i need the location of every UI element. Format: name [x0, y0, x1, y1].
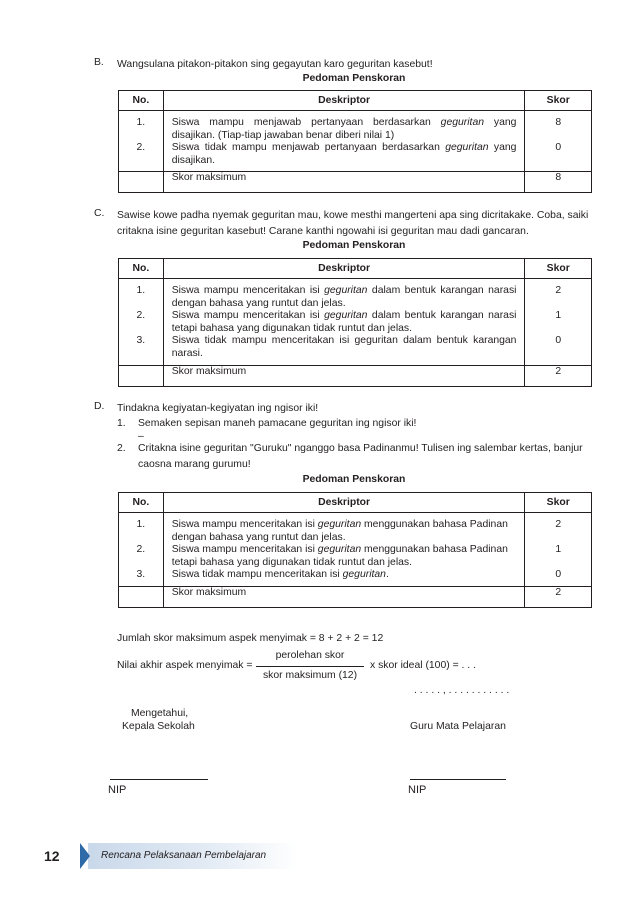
row-score: 8: [555, 117, 562, 128]
fraction-bar: [256, 666, 364, 667]
page-number: 12: [44, 848, 60, 864]
sum-label: Skor maksimum: [171, 365, 247, 377]
section-c-letter: C.: [94, 208, 105, 219]
row-descriptor: Siswa tidak mampu menceritakan isi geguritan.: [171, 569, 389, 581]
table-header-row: [119, 91, 592, 111]
row-number: 1.: [136, 285, 146, 296]
footer-book-title: Rencana Pelaksanaan Pembelajaran: [101, 850, 267, 861]
header-deskriptor: Deskriptor: [163, 91, 525, 111]
formula-label: Nilai akhir aspek menyimak =: [117, 660, 253, 671]
sum-label: Skor maksimum: [171, 586, 247, 598]
row-number: 1.: [136, 519, 146, 530]
total-score-line: Jumlah skor maksimum aspek menyimak = 8 + 2 + 2 = 12: [117, 633, 384, 644]
date-placeholder: . . . . . , . . . . . . . . . . .: [414, 685, 510, 696]
row-number: 1.: [136, 117, 146, 128]
row-score: 2: [555, 285, 562, 296]
header-deskriptor: Deskriptor: [163, 493, 525, 513]
list-item: –: [138, 431, 144, 442]
footer-tab-notch: [80, 843, 90, 869]
table-row: [119, 279, 592, 366]
row-score: 1: [555, 544, 562, 555]
row-score: 2: [555, 519, 562, 530]
formula-numerator: perolehan skor: [275, 650, 345, 661]
section-d-instruction: Tindakna kegiyatan-kegiyatan ing ngisor iki!: [117, 403, 319, 414]
row-descriptor: Siswa tidak mampu menjawab pertanyaan berdasarkan geguritan yang disajikan.: [171, 142, 517, 166]
header-skor: Skor: [525, 493, 592, 513]
signature-left-nip: NIP: [108, 784, 127, 796]
row-score: 1: [555, 310, 562, 321]
header-no: No.: [119, 493, 164, 513]
list-item: 1. Semaken sepisan maneh pamacane geguritan ing ngisor iki!: [117, 418, 417, 429]
formula-tail: x skor ideal (100) = . . .: [370, 660, 476, 671]
row-number: 3.: [136, 569, 146, 580]
header-skor: Skor: [525, 259, 592, 279]
section-b-rubric-table: [118, 90, 592, 193]
sum-value: 2: [525, 365, 592, 386]
row-number: 3.: [136, 335, 146, 346]
sum-value: 8: [525, 172, 592, 193]
signature-left-blank: [110, 779, 208, 780]
signature-left-line1: Mengetahui,: [131, 708, 189, 719]
table-header-row: [119, 493, 592, 513]
row-descriptor: Siswa mampu menjawab pertanyaan berdasarkan geguritan yang disajikan. (Tiap-tiap jawaban benar diberi nilai 1): [171, 117, 517, 141]
table-row: [119, 111, 592, 172]
section-d-rubric-title: Pedoman Penskoran: [302, 474, 406, 485]
row-descriptor: Siswa mampu menceritakan isi geguritan dalam bentuk karangan narasi tetapi bahasa yang digunakan tidak runtut dan jelas.: [171, 310, 517, 334]
list-item: 2. Critakna isine geguritan "Guruku" nganggo basa Padinanmu! Tulisen ing salembar kertas, banjur caosna marang gurumu!: [117, 443, 583, 470]
signature-right-title: Guru Mata Pelajaran: [410, 721, 506, 732]
section-d-rubric-table: [118, 492, 592, 608]
table-sum-row: [119, 586, 592, 607]
sum-value: 2: [525, 586, 592, 607]
section-c-rubric-title: Pedoman Penskoran: [302, 240, 406, 251]
row-descriptor: Siswa mampu menceritakan isi geguritan menggunakan bahasa Padinan tetapi bahasa yang digunakan tidak runtut dan jelas.: [171, 544, 508, 568]
header-no: No.: [119, 259, 164, 279]
section-b-instruction: Wangsulana pitakon-pitakon sing gegayutan karo geguritan kasebut!: [117, 59, 433, 70]
signature-right-blank: [410, 779, 506, 780]
header-skor: Skor: [525, 91, 592, 111]
row-score: 0: [555, 335, 562, 346]
table-sum-row: [119, 172, 592, 193]
table-row: [119, 513, 592, 587]
row-number: 2.: [136, 544, 146, 555]
sum-label: Skor maksimum: [171, 172, 247, 184]
section-b-rubric-title: Pedoman Penskoran: [302, 73, 406, 84]
formula-denominator: skor maksimum (12): [262, 670, 358, 681]
row-descriptor: Siswa mampu menceritakan isi geguritan menggunakan bahasa Padinan dengan bahasa yang runtut dan jelas.: [171, 519, 508, 543]
section-c-rubric-table: [118, 258, 592, 387]
table-sum-row: [119, 365, 592, 386]
table-header-row: [119, 259, 592, 279]
signature-left-line2: Kepala Sekolah: [122, 721, 195, 732]
header-deskriptor: Deskriptor: [163, 259, 525, 279]
row-descriptor: Siswa tidak mampu menceritakan isi geguritan dalam bentuk karangan narasi.: [171, 335, 517, 359]
row-descriptor: Siswa mampu menceritakan isi geguritan dalam bentuk karangan narasi dengan bahasa yang runtut dan jelas.: [171, 285, 517, 309]
row-number: 2.: [136, 310, 146, 321]
section-c-instruction: Sawise kowe padha nyemak geguritan mau, kowe mesthi mangerteni apa sing dicritakake. Coba, saiki critakna isine geguritan kasebut! Carane kanthi ngowahi isi geguritan mau dadi gancaran.: [117, 210, 589, 237]
row-score: 0: [555, 142, 562, 153]
section-d-list: [117, 417, 597, 471]
section-b-letter: B.: [94, 57, 104, 68]
header-no: No.: [119, 91, 164, 111]
row-number: 2.: [136, 142, 146, 153]
row-score: 0: [555, 569, 562, 580]
section-d-letter: D.: [94, 401, 105, 412]
signature-right-nip: NIP: [408, 784, 427, 796]
